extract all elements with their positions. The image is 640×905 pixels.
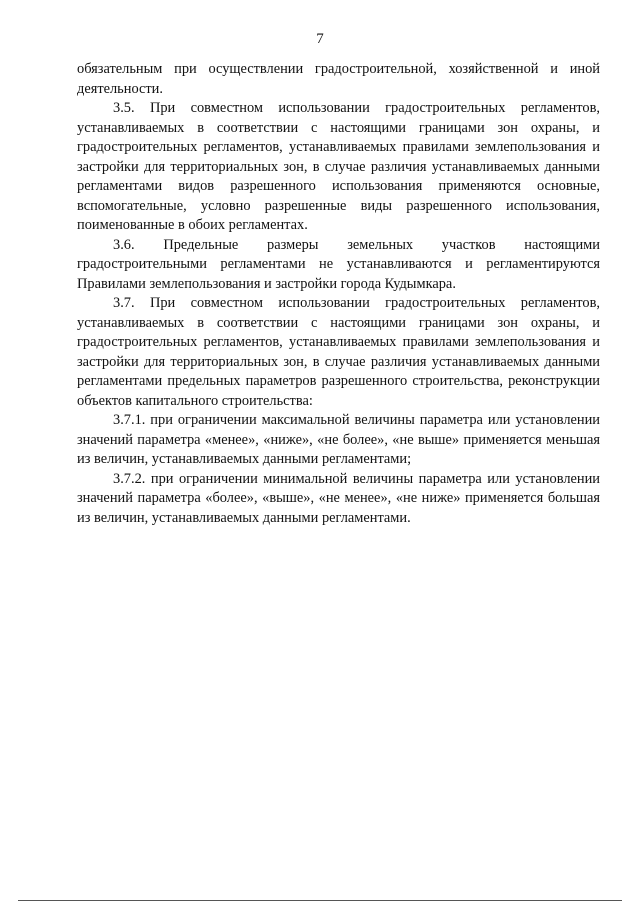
paragraph-continuation: обязательным при осуществлении градостроительной, хозяйственной и иной деятельности. bbox=[77, 61, 600, 97]
bottom-divider bbox=[18, 900, 622, 901]
paragraph-3-6: 3.6. Предельные размеры земельных участков настоящими градостроительными регламентами не устанавливаются и регламентируются Правилами землепользования и застройки города Кудымкара. bbox=[77, 236, 600, 292]
document-body bbox=[77, 60, 600, 528]
page-number: 7 bbox=[316, 31, 324, 47]
paragraph-3-7: 3.7. При совместном использовании градостроительных регламентов, устанавливаемых в соответствии с настоящими границами зон охраны, и градостроительных регламентов, устанавливаемых правилами землепользования и застройки для территориальных зон, в случае различия устанавливаемых данными регламентами предельных параметров разрешенного строительства, реконструкции объектов капитального строительства: bbox=[77, 295, 600, 409]
paragraph-3-7-1: 3.7.1. при ограничении максимальной величины параметра или установлении значений параметра «менее», «ниже», «не более», «не выше» применяется меньшая из величин, устанавливаемых данными регламентами; bbox=[77, 412, 600, 467]
paragraph-3-7-2: 3.7.2. при ограничении минимальной величины параметра или установлении значений параметра «более», «выше», «не менее», «не ниже» применяется большая из величин, устанавливаемых данными регламентами. bbox=[77, 470, 600, 526]
paragraph-3-5: 3.5. При совместном использовании градостроительных регламентов, устанавливаемых в соответствии с настоящими границами зон охраны, и градостроительных регламентов, устанавливаемых правилами землепользования и застройки для территориальных зон, в случае различия устанавливаемых данными регламентами видов разрешенного использования применяются основные, вспомогательные, условно разрешенные виды разрешенного использования, поименованные в обоих регламентах. bbox=[77, 100, 600, 233]
